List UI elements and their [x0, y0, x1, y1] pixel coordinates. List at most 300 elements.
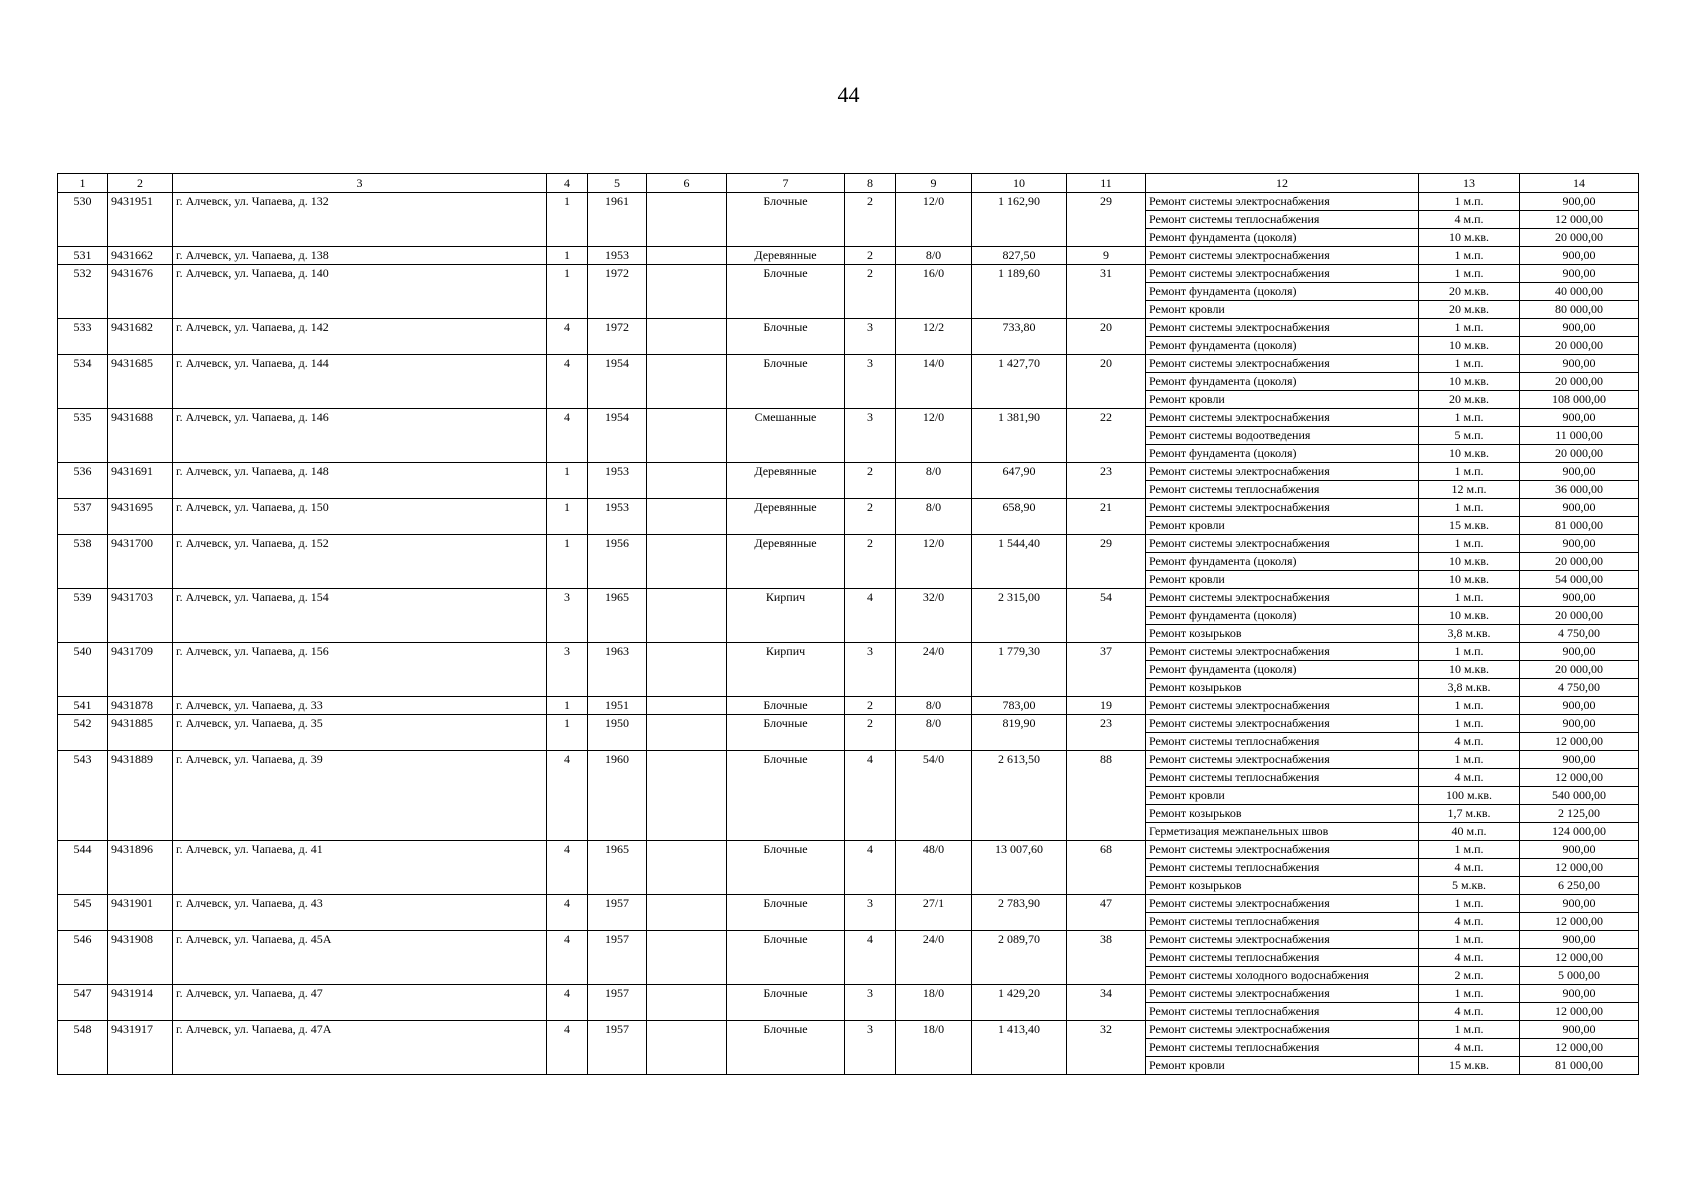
work-quantity-cell: 1 м.п.	[1419, 697, 1520, 715]
work-cost-cell: 4 750,00	[1520, 625, 1639, 643]
floors-cell: 2	[845, 715, 896, 751]
work-name-cell: Ремонт системы электроснабжения	[1146, 355, 1419, 373]
work-quantity-cell: 4 м.п.	[1419, 913, 1520, 931]
residents-cell: 32	[1067, 1021, 1146, 1075]
area-cell: 1 429,20	[972, 985, 1067, 1021]
work-name-cell: Ремонт системы электроснабжения	[1146, 697, 1419, 715]
work-name-cell: Ремонт фундамента (цоколя)	[1146, 373, 1419, 391]
work-quantity-cell: 1 м.п.	[1419, 1021, 1520, 1039]
address-cell: г. Алчевск, ул. Чапаева, д. 148	[173, 463, 547, 499]
apartments-cell: 32/0	[896, 589, 972, 643]
record-number-cell: 546	[58, 931, 108, 985]
work-quantity-cell: 20 м.кв.	[1419, 391, 1520, 409]
work-name-cell: Ремонт системы теплоснабжения	[1146, 211, 1419, 229]
category-cell: 1	[547, 463, 588, 499]
build-year-cell: 1972	[588, 265, 647, 319]
building-code-cell: 9431682	[108, 319, 173, 355]
area-cell: 1 413,40	[972, 1021, 1067, 1075]
area-cell: 2 315,00	[972, 589, 1067, 643]
category-cell: 4	[547, 895, 588, 931]
category-cell: 1	[547, 247, 588, 265]
work-name-cell: Ремонт системы теплоснабжения	[1146, 1039, 1419, 1057]
record-row	[58, 265, 1639, 283]
area-cell: 783,00	[972, 697, 1067, 715]
wall-material-cell: Блочные	[727, 895, 845, 931]
residents-cell: 20	[1067, 355, 1146, 409]
build-year-cell: 1953	[588, 247, 647, 265]
work-quantity-cell: 1 м.п.	[1419, 409, 1520, 427]
work-name-cell: Ремонт кровли	[1146, 787, 1419, 805]
record-row	[58, 463, 1639, 481]
work-name-cell: Ремонт системы теплоснабжения	[1146, 733, 1419, 751]
work-name-cell: Ремонт фундамента (цоколя)	[1146, 553, 1419, 571]
work-quantity-cell: 3,8 м.кв.	[1419, 625, 1520, 643]
building-code-cell: 9431901	[108, 895, 173, 931]
area-cell: 658,90	[972, 499, 1067, 535]
work-quantity-cell: 10 м.кв.	[1419, 553, 1520, 571]
work-name-cell: Ремонт кровли	[1146, 571, 1419, 589]
area-cell: 819,90	[972, 715, 1067, 751]
category-cell: 1	[547, 715, 588, 751]
work-cost-cell: 900,00	[1520, 265, 1639, 283]
wall-material-cell: Кирпич	[727, 643, 845, 697]
record-number-cell: 530	[58, 193, 108, 247]
record-row	[58, 643, 1639, 661]
area-cell: 13 007,60	[972, 841, 1067, 895]
address-cell: г. Алчевск, ул. Чапаева, д. 33	[173, 697, 547, 715]
work-cost-cell: 900,00	[1520, 697, 1639, 715]
build-year-cell: 1957	[588, 895, 647, 931]
work-cost-cell: 900,00	[1520, 841, 1639, 859]
work-cost-cell: 6 250,00	[1520, 877, 1639, 895]
wall-material-cell: Деревянные	[727, 247, 845, 265]
column-header: 5	[588, 174, 647, 193]
wall-material-cell: Кирпич	[727, 589, 845, 643]
build-year-cell: 1953	[588, 499, 647, 535]
area-cell: 2 613,50	[972, 751, 1067, 841]
record-row	[58, 247, 1639, 265]
work-name-cell: Ремонт козырьков	[1146, 679, 1419, 697]
apartments-cell: 12/0	[896, 409, 972, 463]
wall-material-cell: Деревянные	[727, 535, 845, 589]
work-cost-cell: 80 000,00	[1520, 301, 1639, 319]
build-year-cell: 1954	[588, 355, 647, 409]
apartments-cell: 14/0	[896, 355, 972, 409]
work-name-cell: Ремонт козырьков	[1146, 625, 1419, 643]
column-header: 9	[896, 174, 972, 193]
work-cost-cell: 5 000,00	[1520, 967, 1639, 985]
building-code-cell: 9431917	[108, 1021, 173, 1075]
work-cost-cell: 900,00	[1520, 643, 1639, 661]
address-cell: г. Алчевск, ул. Чапаева, д. 142	[173, 319, 547, 355]
work-cost-cell: 20 000,00	[1520, 553, 1639, 571]
record-number-cell: 539	[58, 589, 108, 643]
floors-cell: 3	[845, 319, 896, 355]
apartments-cell: 54/0	[896, 751, 972, 841]
work-quantity-cell: 1 м.п.	[1419, 751, 1520, 769]
work-quantity-cell: 1 м.п.	[1419, 319, 1520, 337]
column-6-cell	[647, 247, 727, 265]
work-quantity-cell: 1 м.п.	[1419, 895, 1520, 913]
work-quantity-cell: 1 м.п.	[1419, 499, 1520, 517]
area-cell: 1 162,90	[972, 193, 1067, 247]
floors-cell: 3	[845, 1021, 896, 1075]
work-name-cell: Ремонт системы теплоснабжения	[1146, 913, 1419, 931]
building-code-cell: 9431889	[108, 751, 173, 841]
work-cost-cell: 12 000,00	[1520, 769, 1639, 787]
category-cell: 4	[547, 1021, 588, 1075]
work-name-cell: Ремонт кровли	[1146, 1057, 1419, 1075]
work-cost-cell: 81 000,00	[1520, 1057, 1639, 1075]
work-cost-cell: 2 125,00	[1520, 805, 1639, 823]
record-number-cell: 535	[58, 409, 108, 463]
work-name-cell: Ремонт системы электроснабжения	[1146, 895, 1419, 913]
column-6-cell	[647, 355, 727, 409]
build-year-cell: 1960	[588, 751, 647, 841]
record-row	[58, 589, 1639, 607]
record-number-cell: 536	[58, 463, 108, 499]
apartments-cell: 8/0	[896, 697, 972, 715]
work-quantity-cell: 1 м.п.	[1419, 265, 1520, 283]
address-cell: г. Алчевск, ул. Чапаева, д. 154	[173, 589, 547, 643]
wall-material-cell: Блочные	[727, 265, 845, 319]
work-quantity-cell: 10 м.кв.	[1419, 607, 1520, 625]
work-name-cell: Ремонт фундамента (цоколя)	[1146, 661, 1419, 679]
floors-cell: 2	[845, 499, 896, 535]
column-6-cell	[647, 463, 727, 499]
address-cell: г. Алчевск, ул. Чапаева, д. 150	[173, 499, 547, 535]
work-cost-cell: 81 000,00	[1520, 517, 1639, 535]
floors-cell: 3	[845, 409, 896, 463]
area-cell: 2 783,90	[972, 895, 1067, 931]
work-name-cell: Ремонт системы электроснабжения	[1146, 931, 1419, 949]
category-cell: 1	[547, 193, 588, 247]
address-cell: г. Алчевск, ул. Чапаева, д. 39	[173, 751, 547, 841]
work-quantity-cell: 10 м.кв.	[1419, 445, 1520, 463]
work-quantity-cell: 4 м.п.	[1419, 1003, 1520, 1021]
address-cell: г. Алчевск, ул. Чапаева, д. 45А	[173, 931, 547, 985]
work-name-cell: Ремонт системы теплоснабжения	[1146, 1003, 1419, 1021]
work-name-cell: Ремонт системы электроснабжения	[1146, 265, 1419, 283]
record-number-cell: 537	[58, 499, 108, 535]
wall-material-cell: Блочные	[727, 841, 845, 895]
wall-material-cell: Блочные	[727, 319, 845, 355]
residents-cell: 38	[1067, 931, 1146, 985]
address-cell: г. Алчевск, ул. Чапаева, д. 43	[173, 895, 547, 931]
work-cost-cell: 900,00	[1520, 319, 1639, 337]
record-row	[58, 895, 1639, 913]
floors-cell: 2	[845, 697, 896, 715]
area-cell: 2 089,70	[972, 931, 1067, 985]
work-quantity-cell: 1 м.п.	[1419, 463, 1520, 481]
work-name-cell: Ремонт системы электроснабжения	[1146, 193, 1419, 211]
building-code-cell: 9431703	[108, 589, 173, 643]
residents-cell: 23	[1067, 715, 1146, 751]
floors-cell: 2	[845, 247, 896, 265]
record-number-cell: 540	[58, 643, 108, 697]
record-number-cell: 548	[58, 1021, 108, 1075]
floors-cell: 3	[845, 355, 896, 409]
building-code-cell: 9431691	[108, 463, 173, 499]
record-row	[58, 319, 1639, 337]
floors-cell: 2	[845, 463, 896, 499]
floors-cell: 3	[845, 643, 896, 697]
record-row	[58, 409, 1639, 427]
work-cost-cell: 20 000,00	[1520, 607, 1639, 625]
record-row	[58, 841, 1639, 859]
column-6-cell	[647, 697, 727, 715]
apartments-cell: 18/0	[896, 1021, 972, 1075]
category-cell: 4	[547, 985, 588, 1021]
work-name-cell: Ремонт системы электроснабжения	[1146, 409, 1419, 427]
floors-cell: 3	[845, 895, 896, 931]
residents-cell: 88	[1067, 751, 1146, 841]
work-name-cell: Ремонт кровли	[1146, 517, 1419, 535]
work-quantity-cell: 1 м.п.	[1419, 841, 1520, 859]
apartments-cell: 18/0	[896, 985, 972, 1021]
building-code-cell: 9431896	[108, 841, 173, 895]
column-6-cell	[647, 265, 727, 319]
residents-cell: 37	[1067, 643, 1146, 697]
work-name-cell: Ремонт системы теплоснабжения	[1146, 859, 1419, 877]
work-name-cell: Ремонт системы электроснабжения	[1146, 985, 1419, 1003]
build-year-cell: 1951	[588, 697, 647, 715]
work-cost-cell: 12 000,00	[1520, 859, 1639, 877]
work-cost-cell: 20 000,00	[1520, 337, 1639, 355]
apartments-cell: 48/0	[896, 841, 972, 895]
residents-cell: 22	[1067, 409, 1146, 463]
work-quantity-cell: 1,7 м.кв.	[1419, 805, 1520, 823]
work-name-cell: Ремонт системы электроснабжения	[1146, 715, 1419, 733]
residents-cell: 31	[1067, 265, 1146, 319]
residents-cell: 21	[1067, 499, 1146, 535]
work-quantity-cell: 5 м.п.	[1419, 427, 1520, 445]
column-6-cell	[647, 589, 727, 643]
work-name-cell: Ремонт системы электроснабжения	[1146, 1021, 1419, 1039]
residents-cell: 68	[1067, 841, 1146, 895]
apartments-cell: 12/2	[896, 319, 972, 355]
area-cell: 827,50	[972, 247, 1067, 265]
work-quantity-cell: 1 м.п.	[1419, 985, 1520, 1003]
address-cell: г. Алчевск, ул. Чапаева, д. 156	[173, 643, 547, 697]
work-name-cell: Ремонт системы электроснабжения	[1146, 643, 1419, 661]
record-number-cell: 544	[58, 841, 108, 895]
record-row	[58, 355, 1639, 373]
building-code-cell: 9431709	[108, 643, 173, 697]
column-header: 13	[1419, 174, 1520, 193]
work-name-cell: Ремонт козырьков	[1146, 805, 1419, 823]
work-name-cell: Ремонт фундамента (цоколя)	[1146, 229, 1419, 247]
work-cost-cell: 900,00	[1520, 715, 1639, 733]
record-row	[58, 535, 1639, 553]
work-cost-cell: 12 000,00	[1520, 949, 1639, 967]
category-cell: 4	[547, 751, 588, 841]
area-cell: 733,80	[972, 319, 1067, 355]
column-header: 6	[647, 174, 727, 193]
work-cost-cell: 12 000,00	[1520, 1003, 1639, 1021]
category-cell: 1	[547, 499, 588, 535]
column-header: 7	[727, 174, 845, 193]
apartments-cell: 8/0	[896, 499, 972, 535]
column-6-cell	[647, 931, 727, 985]
category-cell: 4	[547, 355, 588, 409]
residents-cell: 47	[1067, 895, 1146, 931]
wall-material-cell: Блочные	[727, 985, 845, 1021]
building-code-cell: 9431914	[108, 985, 173, 1021]
work-quantity-cell: 10 м.кв.	[1419, 373, 1520, 391]
apartments-cell: 24/0	[896, 643, 972, 697]
record-row	[58, 1021, 1639, 1039]
column-header: 2	[108, 174, 173, 193]
build-year-cell: 1957	[588, 931, 647, 985]
residents-cell: 19	[1067, 697, 1146, 715]
column-6-cell	[647, 643, 727, 697]
work-cost-cell: 900,00	[1520, 931, 1639, 949]
record-number-cell: 533	[58, 319, 108, 355]
area-cell: 1 779,30	[972, 643, 1067, 697]
work-name-cell: Ремонт фундамента (цоколя)	[1146, 337, 1419, 355]
record-number-cell: 541	[58, 697, 108, 715]
column-header: 3	[173, 174, 547, 193]
work-quantity-cell: 4 м.п.	[1419, 733, 1520, 751]
area-cell: 1 381,90	[972, 409, 1067, 463]
building-code-cell: 9431700	[108, 535, 173, 589]
building-code-cell: 9431878	[108, 697, 173, 715]
record-row	[58, 697, 1639, 715]
address-cell: г. Алчевск, ул. Чапаева, д. 144	[173, 355, 547, 409]
address-cell: г. Алчевск, ул. Чапаева, д. 35	[173, 715, 547, 751]
category-cell: 1	[547, 265, 588, 319]
table-body	[58, 174, 1639, 1075]
floors-cell: 4	[845, 841, 896, 895]
column-6-cell	[647, 499, 727, 535]
category-cell: 1	[547, 697, 588, 715]
work-name-cell: Ремонт системы теплоснабжения	[1146, 481, 1419, 499]
record-number-cell: 531	[58, 247, 108, 265]
build-year-cell: 1957	[588, 985, 647, 1021]
residents-cell: 29	[1067, 193, 1146, 247]
work-name-cell: Ремонт системы теплоснабжения	[1146, 949, 1419, 967]
record-number-cell: 534	[58, 355, 108, 409]
record-number-cell: 547	[58, 985, 108, 1021]
work-cost-cell: 900,00	[1520, 751, 1639, 769]
apartments-cell: 12/0	[896, 193, 972, 247]
work-cost-cell: 108 000,00	[1520, 391, 1639, 409]
work-quantity-cell: 4 м.п.	[1419, 859, 1520, 877]
work-quantity-cell: 15 м.кв.	[1419, 517, 1520, 535]
work-quantity-cell: 4 м.п.	[1419, 949, 1520, 967]
work-name-cell: Ремонт козырьков	[1146, 877, 1419, 895]
work-cost-cell: 12 000,00	[1520, 733, 1639, 751]
work-quantity-cell: 2 м.п.	[1419, 967, 1520, 985]
work-quantity-cell: 4 м.п.	[1419, 211, 1520, 229]
work-name-cell: Ремонт фундамента (цоколя)	[1146, 607, 1419, 625]
column-6-cell	[647, 841, 727, 895]
work-cost-cell: 12 000,00	[1520, 913, 1639, 931]
work-cost-cell: 20 000,00	[1520, 661, 1639, 679]
work-quantity-cell: 100 м.кв.	[1419, 787, 1520, 805]
work-cost-cell: 20 000,00	[1520, 229, 1639, 247]
building-code-cell: 9431688	[108, 409, 173, 463]
floors-cell: 4	[845, 931, 896, 985]
work-quantity-cell: 10 м.кв.	[1419, 571, 1520, 589]
work-cost-cell: 900,00	[1520, 895, 1639, 913]
work-quantity-cell: 10 м.кв.	[1419, 229, 1520, 247]
work-quantity-cell: 1 м.п.	[1419, 355, 1520, 373]
address-cell: г. Алчевск, ул. Чапаева, д. 146	[173, 409, 547, 463]
column-number-row	[58, 174, 1639, 193]
residents-cell: 9	[1067, 247, 1146, 265]
building-code-cell: 9431662	[108, 247, 173, 265]
address-cell: г. Алчевск, ул. Чапаева, д. 41	[173, 841, 547, 895]
wall-material-cell: Деревянные	[727, 463, 845, 499]
floors-cell: 2	[845, 193, 896, 247]
record-number-cell: 542	[58, 715, 108, 751]
record-row	[58, 499, 1639, 517]
apartments-cell: 8/0	[896, 715, 972, 751]
work-name-cell: Ремонт кровли	[1146, 391, 1419, 409]
work-cost-cell: 900,00	[1520, 247, 1639, 265]
building-code-cell: 9431695	[108, 499, 173, 535]
work-name-cell: Ремонт системы электроснабжения	[1146, 247, 1419, 265]
column-6-cell	[647, 319, 727, 355]
page-number: 44	[837, 82, 860, 107]
apartments-cell: 27/1	[896, 895, 972, 931]
build-year-cell: 1950	[588, 715, 647, 751]
work-name-cell: Ремонт системы электроснабжения	[1146, 841, 1419, 859]
wall-material-cell: Смешанные	[727, 409, 845, 463]
address-cell: г. Алчевск, ул. Чапаева, д. 140	[173, 265, 547, 319]
area-cell: 1 544,40	[972, 535, 1067, 589]
work-name-cell: Ремонт системы водоотведения	[1146, 427, 1419, 445]
work-quantity-cell: 15 м.кв.	[1419, 1057, 1520, 1075]
work-cost-cell: 900,00	[1520, 193, 1639, 211]
category-cell: 1	[547, 535, 588, 589]
build-year-cell: 1965	[588, 589, 647, 643]
column-header: 10	[972, 174, 1067, 193]
work-name-cell: Ремонт системы электроснабжения	[1146, 535, 1419, 553]
category-cell: 4	[547, 931, 588, 985]
area-cell: 647,90	[972, 463, 1067, 499]
column-header: 8	[845, 174, 896, 193]
work-name-cell: Ремонт системы электроснабжения	[1146, 319, 1419, 337]
apartments-cell: 24/0	[896, 931, 972, 985]
column-6-cell	[647, 751, 727, 841]
work-quantity-cell: 10 м.кв.	[1419, 661, 1520, 679]
address-cell: г. Алчевск, ул. Чапаева, д. 47А	[173, 1021, 547, 1075]
residents-cell: 29	[1067, 535, 1146, 589]
work-cost-cell: 11 000,00	[1520, 427, 1639, 445]
build-year-cell: 1963	[588, 643, 647, 697]
work-cost-cell: 124 000,00	[1520, 823, 1639, 841]
work-quantity-cell: 12 м.п.	[1419, 481, 1520, 499]
address-cell: г. Алчевск, ул. Чапаева, д. 47	[173, 985, 547, 1021]
area-cell: 1 189,60	[972, 265, 1067, 319]
work-name-cell: Ремонт системы электроснабжения	[1146, 499, 1419, 517]
work-name-cell: Ремонт кровли	[1146, 301, 1419, 319]
residents-cell: 23	[1067, 463, 1146, 499]
work-quantity-cell: 4 м.п.	[1419, 1039, 1520, 1057]
wall-material-cell: Блочные	[727, 697, 845, 715]
work-cost-cell: 40 000,00	[1520, 283, 1639, 301]
column-6-cell	[647, 409, 727, 463]
column-6-cell	[647, 895, 727, 931]
building-code-cell: 9431908	[108, 931, 173, 985]
category-cell: 4	[547, 319, 588, 355]
work-cost-cell: 900,00	[1520, 355, 1639, 373]
residents-cell: 34	[1067, 985, 1146, 1021]
work-name-cell: Ремонт системы холодного водоснабжения	[1146, 967, 1419, 985]
